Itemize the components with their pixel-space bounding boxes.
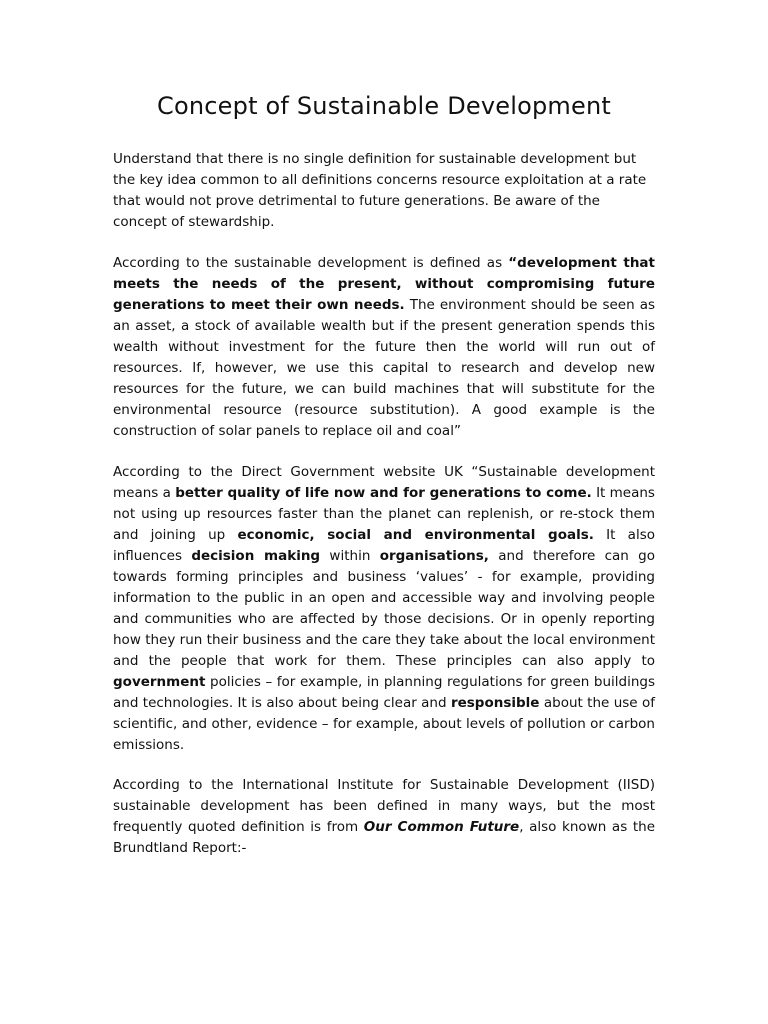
bold-goals: economic, social and environmental goals. <box>237 527 594 543</box>
paragraph-definition-text-1: According to the sustainable development is defined as <box>113 255 509 271</box>
paragraph-direct-gov-text-6: policies – for example, in planning regulations for green buildings and technologies. It is also about being clear and <box>113 674 655 711</box>
bold-decision-making: decision making <box>191 548 321 564</box>
bold-italic-our-common-future: Our Common Future <box>363 819 520 835</box>
bold-responsible: responsible <box>450 695 540 711</box>
paragraph-direct-gov-text-4: within <box>320 548 380 564</box>
paragraph-direct-gov-text-1: According to the Direct Government website UK “Sustainable development means a <box>113 464 655 501</box>
paragraph-direct-gov-text-7: about the use of scientific, and other, evidence – for example, about levels of pollution or carbon emissions. <box>113 695 655 753</box>
paragraph-definition-text-2: The environment should be seen as an asset, a stock of available wealth but if the present generation spends this wealth without investment for the future then the world will run out of resources. If, however, we use this capital to research and develop new resources for the future, we can build machines that will substitute for the environmental resource (resource substitution). A good example is the construction of solar panels to replace oil and coal” <box>113 297 655 439</box>
definition-quote-bold: “development that meets the needs of the present, without compromising future generations to meet their own needs. <box>113 255 655 313</box>
paragraph-iisd-text-1: According to the International Institute for Sustainable Development (IISD) sustainable development has been defined in many ways, but the most frequently quoted definition is from <box>113 777 655 835</box>
paragraph-direct-gov-text-5: and therefore can go towards forming principles and business ‘values’ - for example, providing information to the public in an open and accessible way and involving people and communities who are affected by those decisions. Or in openly reporting how they run their business and the care they take about the local environment and the people that work for them. These principles can also apply to <box>113 548 655 669</box>
paragraph-direct-gov <box>113 462 655 756</box>
paragraph-intro-text: Understand that there is no single definition for sustainable development but the key idea common to all definitions concerns resource exploitation at a rate that would not prove detrimental to future generations. Be aware of the concept of stewardship. <box>113 151 647 230</box>
paragraph-direct-gov-text-2: It means not using up resources faster than the planet can replenish, or re-stock them and joining up <box>113 485 655 543</box>
paragraph-iisd <box>113 775 655 859</box>
paragraph-intro <box>113 149 655 233</box>
bold-quality-of-life: better quality of life now and for generations to come. <box>175 485 592 501</box>
paragraph-definition <box>113 253 655 442</box>
page-title: Concept of Sustainable Development <box>157 92 611 120</box>
paragraph-direct-gov-text-3: It also influences <box>113 527 655 564</box>
bold-organisations: organisations, <box>379 548 489 564</box>
bold-government: government <box>113 674 206 690</box>
paragraph-iisd-text-2: , also known as the Brundtland Report:- <box>113 819 656 856</box>
